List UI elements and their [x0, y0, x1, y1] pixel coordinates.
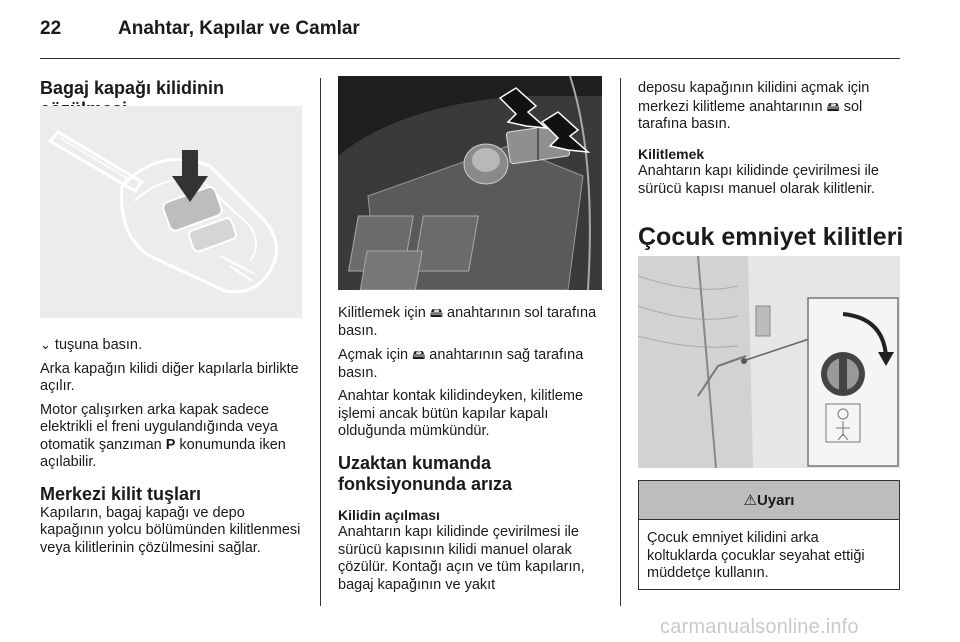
warning-box [638, 480, 900, 590]
header-rule [40, 58, 900, 59]
gear-p-label: P [165, 436, 176, 453]
col2-p3: Anahtar kontak kilidindeyken, kilitleme işlemi ancak bütün kapılar kapalı olduğunda mümkündür. [338, 388, 584, 439]
col2-p2: Açmak için 🖴 anahtarının sağ tarafına basın. [338, 347, 584, 381]
column-divider-2 [620, 78, 621, 606]
lock-switch-icon: 🖴 [412, 347, 426, 362]
column-divider-1 [320, 78, 321, 606]
remote-failure-title: Uzaktan kumanda fonksiyonunda arıza [338, 452, 513, 494]
col3-p1: deposu kapağının kilidini açmak için merkezi kilitleme anahtarının 🖴 sol tarafına basın. [638, 80, 870, 132]
warning-header [639, 481, 899, 520]
unlock-text: Anahtarın kapı kilidinde çevirilmesi ile sürücü kapısının kilidi manuel olarak çözülür. Kontağı açın ve tüm kapıların, bagaj kapağının ve yakıt [338, 524, 585, 593]
key-fob-tailgate-button-icon [40, 106, 302, 318]
lock-switch-icon: 🖴 [429, 305, 443, 320]
warning-label: Uyarı [756, 491, 795, 509]
col3-body [638, 80, 906, 204]
unlock-subtitle: Kilidin açılması [338, 506, 440, 523]
lock-text: Anahtarın kapı kilidinde çevirilmesi ile sürücü kapısı manuel olarak kilitlenir. [638, 163, 879, 197]
col1-p3: Motor çalışırken arka kapak sadece elektrikli el freni uygulandığında veya otomatik şanzıman P konumunda iken açılabilir. [40, 401, 286, 470]
central-lock-title: Merkezi kilit tuşları [40, 483, 202, 504]
running-head: Anahtar, Kapılar ve Camlar [118, 18, 360, 39]
watermark: carmanualsonline.info [660, 616, 859, 638]
lock-switch-icon: 🖴 [826, 98, 840, 114]
col1-p1: ⌄ tuşuna basın. [40, 337, 142, 353]
lock-subtitle: Kilitlemek [638, 145, 705, 162]
col2-body [338, 304, 608, 600]
child-lock-title: Çocuk emniyet kilitleri [638, 223, 904, 251]
child-lock-figure [638, 256, 900, 468]
col1-p2: Arka kapağın kilidi diğer kapılarla birlikte açılır. [40, 360, 299, 394]
col1-title: Bagaj kapağı kilidinin [40, 78, 225, 98]
col1-body [40, 336, 308, 563]
warning-triangle-icon: ⚠ [743, 492, 757, 509]
key-fob-figure [40, 106, 302, 318]
page-number: 22 [40, 18, 62, 39]
central-lock-text: Kapıların, bagaj kapağı ve depo kapağının yolcu bölümünden kilitlenmesi veya kilitlerinin çözülmesini sağlar. [40, 504, 301, 556]
door-panel-central-lock-switch-icon [338, 76, 602, 290]
child-safety-lock-rear-door-icon [638, 256, 900, 468]
tailgate-button-icon: ⌄ [40, 337, 51, 352]
warning-text: Çocuk emniyet kilidini arka koltuklarda çocuklar seyahat ettiği müddetçe kullanın. [647, 530, 865, 581]
col2-p1: Kilitlemek için 🖴 anahtarının sol tarafına basın. [338, 305, 597, 339]
door-switch-figure [338, 76, 602, 290]
